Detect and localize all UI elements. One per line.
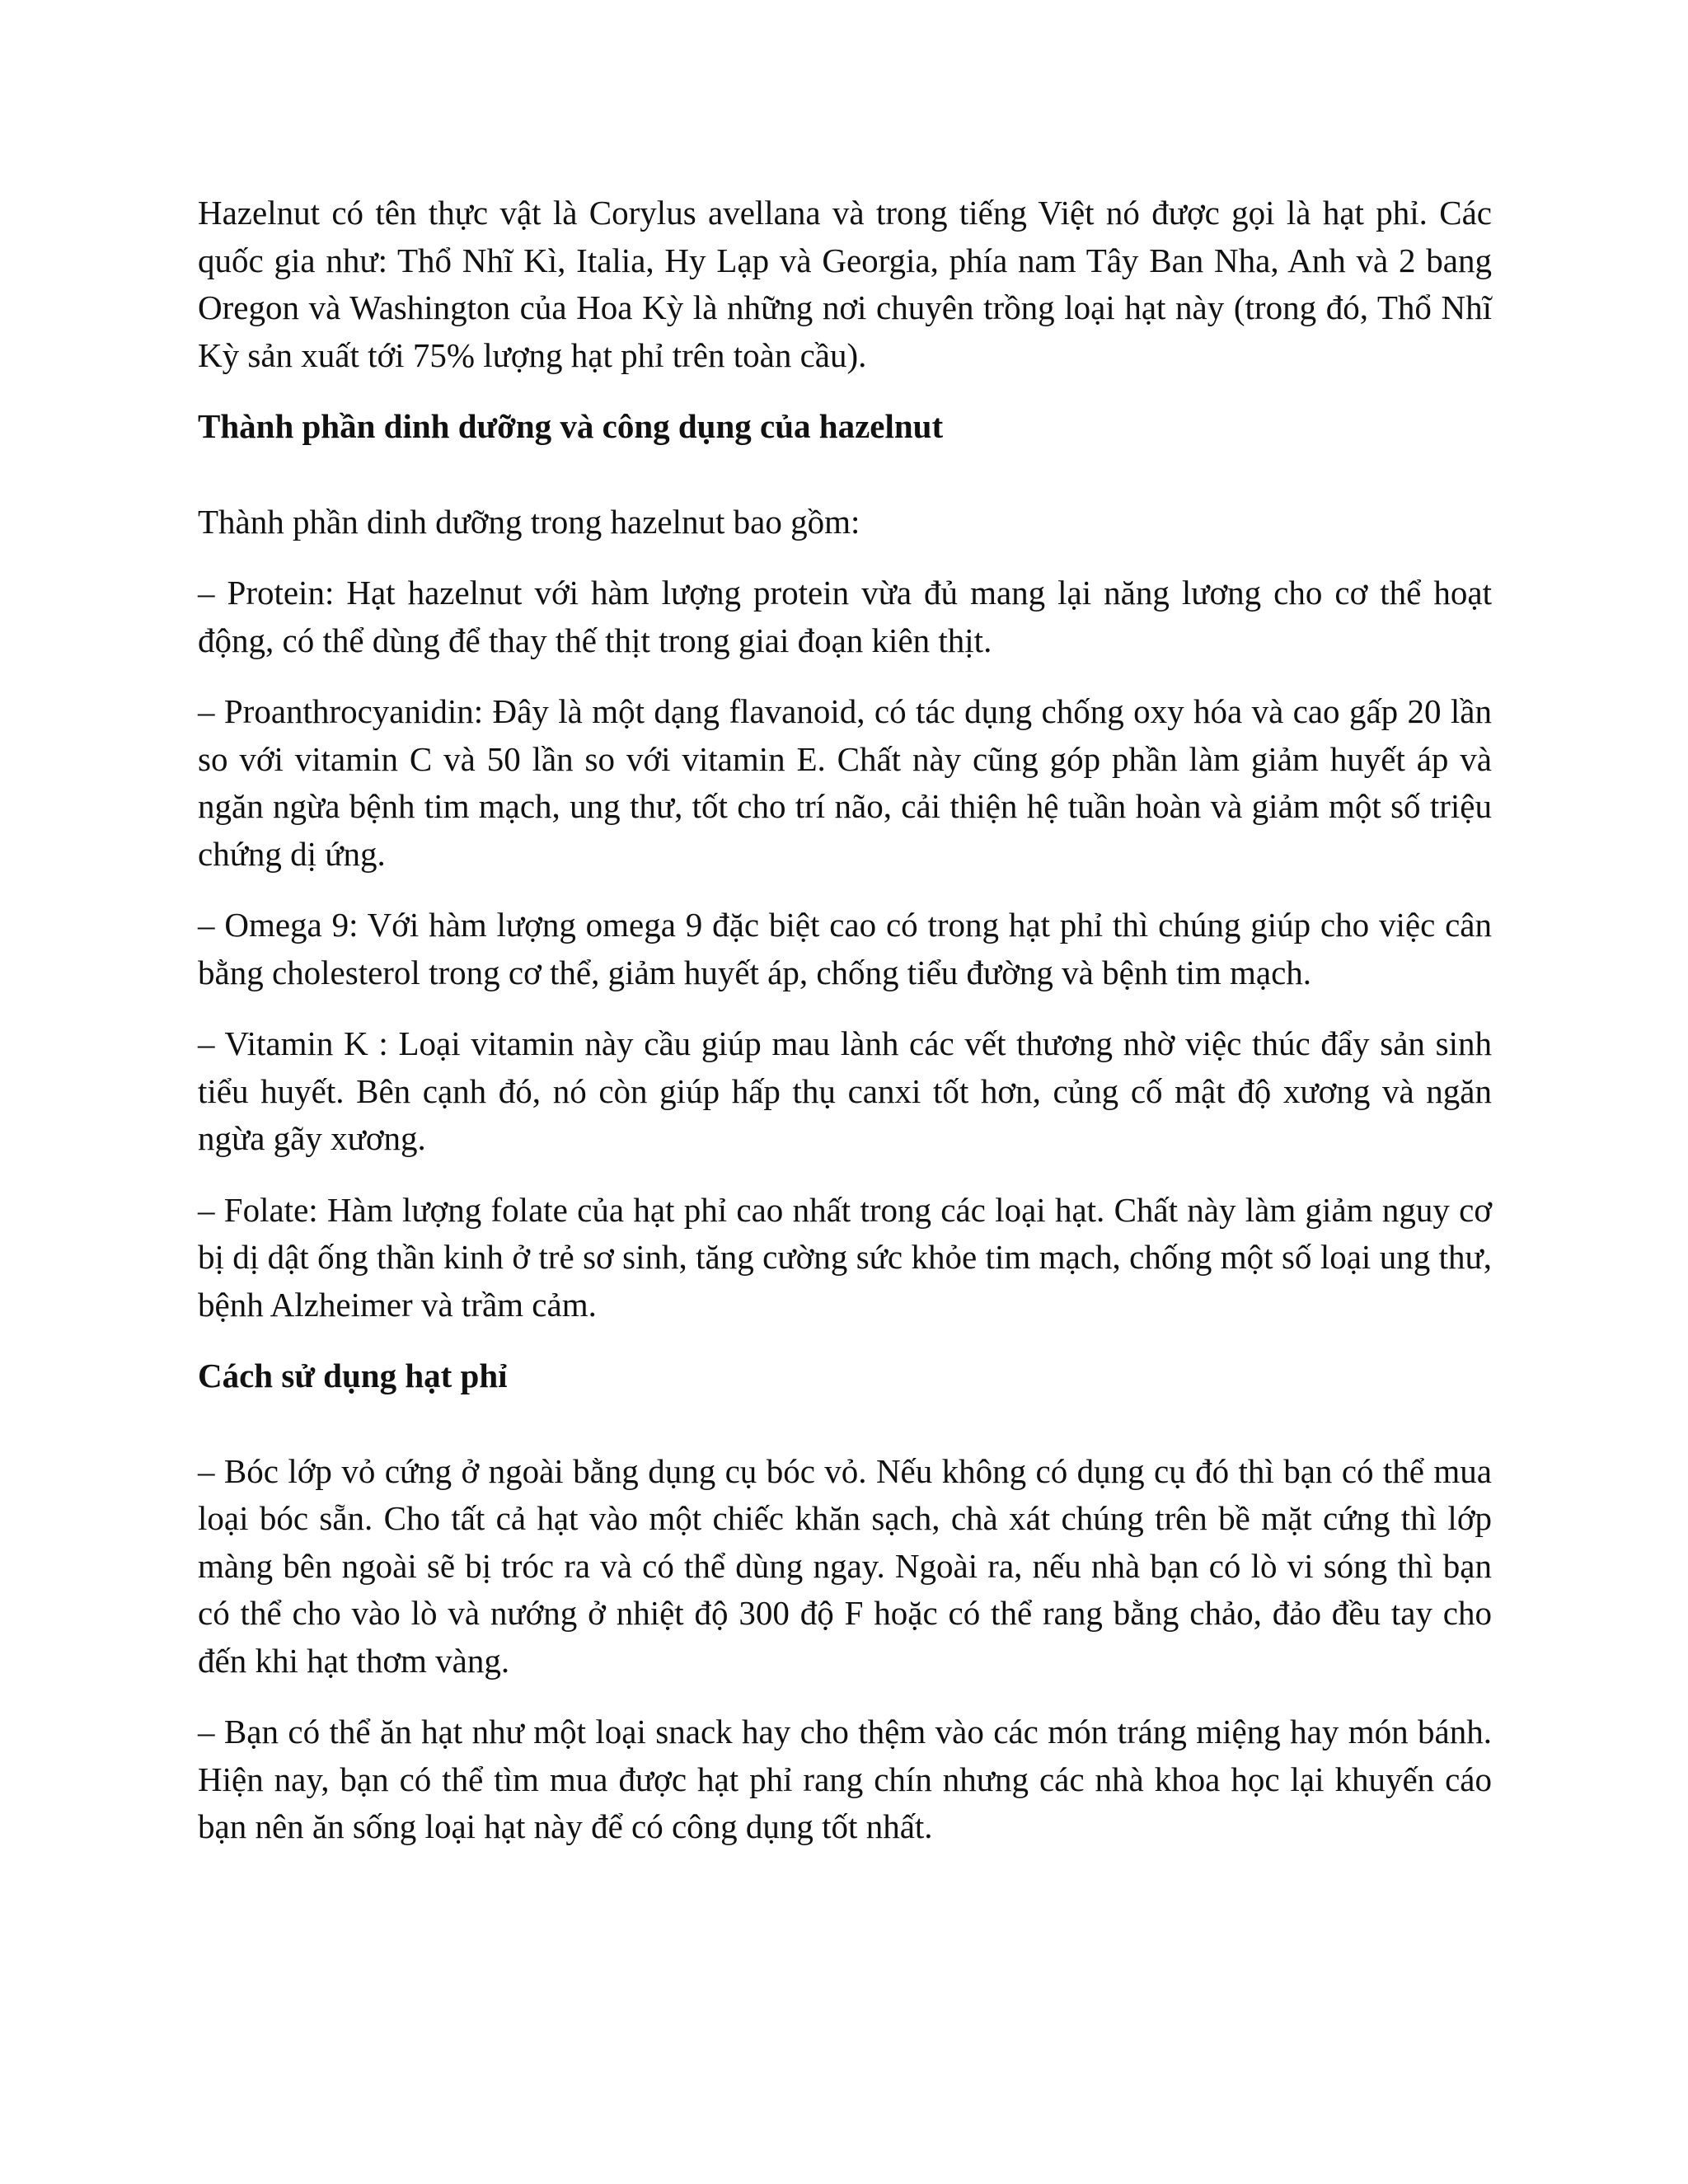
nutrition-lead: Thành phần dinh dưỡng trong hazelnut bao gồm: [198, 502, 860, 541]
nutrition-item-proanthrocyanidin: – Proanthrocyanidin: Đây là một dạng flavanoid, có tác dụng chống oxy hóa và cao gấp 20 lần so với vitamin C và 50 lần so với vitamin E. Chất này cũng góp phần làm giảm huyết áp và ngăn ngừa bệnh tim mạch, ung thư, tốt cho trí não, cải thiện hệ tuần hoàn và giảm một số triệu chứng dị ứng. [198, 692, 1492, 873]
usage-item-eating: – Bạn có thể ăn hạt như một loại snack hay cho thệm vào các món tráng miệng hay món bánh. Hiện nay, bạn có thể tìm mua được hạt phỉ rang chín nhưng các nhà khoa học lại khuyến cáo bạn nên ăn sống loại hạt này để có công dụng tốt nhất. [198, 1713, 1492, 1845]
section-heading-usage: Cách sử dụng hạt phỉ [198, 1357, 508, 1394]
usage-item-peeling: – Bóc lớp vỏ cứng ở ngoài bằng dụng cụ bóc vỏ. Nếu không có dụng cụ đó thì bạn có thể mua loại bóc sẵn. Cho tất cả hạt vào một chiếc khăn sạch, chà xát chúng trên bề mặt cứng thì lớp màng bên ngoài sẽ bị tróc ra và có thể dùng ngay. Ngoài ra, nếu nhà bạn có lò vi sóng thì bạn có thể cho vào lò và nướng ở nhiệt độ 300 độ F hoặc có thể rang bằng chảo, đảo đều tay cho đến khi hạt thơm vàng. [198, 1451, 1492, 1680]
nutrition-item-protein: – Protein: Hạt hazelnut với hàm lượng protein vừa đủ mang lại năng lương cho cơ thể hoạt động, có thể dùng để thay thế thịt trong giai đoạn kiên thịt. [198, 574, 1492, 659]
nutrition-item-vitamin-k: – Vitamin K : Loại vitamin này cầu giúp mau lành các vết thương nhờ việc thúc đẩy sản sinh tiểu huyết. Bên cạnh đó, nó còn giúp hấp thụ canxi tốt hơn, củng cố mật độ xương và ngăn ngừa gãy xương. [198, 1024, 1492, 1157]
nutrition-item-folate: – Folate: Hàm lượng folate của hạt phỉ cao nhất trong các loại hạt. Chất này làm giảm nguy cơ bị dị dật ống thần kinh ở trẻ sơ sinh, tăng cường sức khỏe tim mạch, chống một số loại ung thư, bệnh Alzheimer và trầm cảm. [198, 1190, 1492, 1324]
nutrition-item-omega9: – Omega 9: Với hàm lượng omega 9 đặc biệt cao có trong hạt phỉ thì chúng giúp cho việc cân bằng cholesterol trong cơ thể, giảm huyết áp, chống tiểu đường và bệnh tim mạch. [198, 906, 1492, 991]
intro-paragraph: Hazelnut có tên thực vật là Corylus avellana và trong tiếng Việt nó được gọi là hạt phỉ. Các quốc gia như: Thổ Nhĩ Kì, Italia, Hy Lạp và Georgia, phía nam Tây Ban Nha, Anh và 2 bang Oregon và Washington của Hoa Kỳ là những nơi chuyên trồng loại hạt này (trong đó, Thổ Nhĩ Kỳ sản xuất tới 75% lượng hạt phỉ trên toàn cầu). [198, 194, 1492, 374]
document-body [198, 190, 1492, 1875]
section-heading-nutrition: Thành phần dinh dưỡng và công dụng của hazelnut [198, 407, 944, 445]
